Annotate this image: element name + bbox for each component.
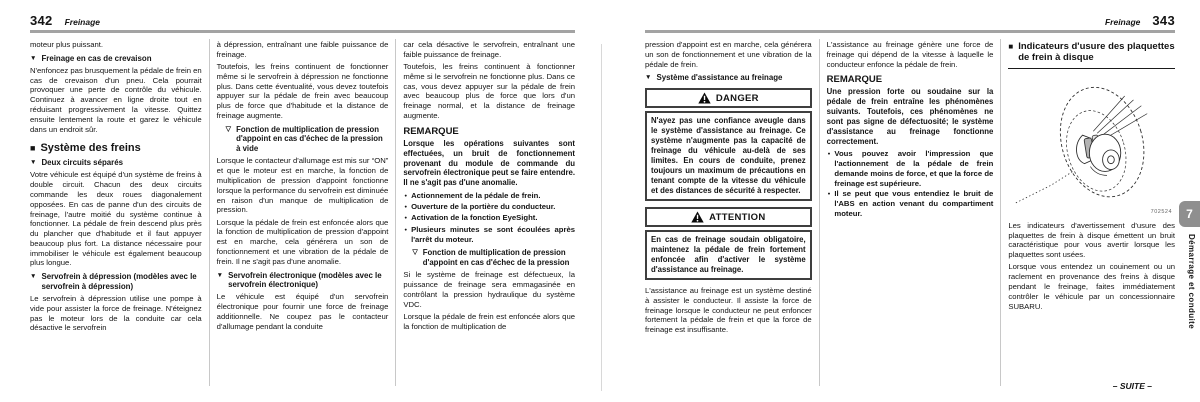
bullet-list [403, 191, 575, 245]
paragraph: à dépression, entraînant une faible puissance de freinage. [216, 40, 389, 59]
columns-left [30, 39, 575, 386]
page-gutter-divider [601, 44, 602, 391]
page-number-left: 342 [30, 13, 53, 28]
subsection-heading [645, 73, 812, 83]
paragraph: Toutefois, les freins continuent de fonctionner même si le servofrein à dépression ne fonctionne plus. Dans cette éventualité, vous devez toutefois appuyer sur la pédale de frein avec beaucoup plus de force que d'habitude et la distance de freinage augmente. [216, 62, 389, 120]
paragraph: Les indicateurs d'avertissement d'usure des plaquettes de frein à disque émettent un bruit caractéristique pour vous avertir lorsque les plaquettes sont usées. [1008, 220, 1175, 260]
note-paragraph: Une pression forte ou soudaine sur la pédale de frein entraîne les phénomènes suivants. Toutefois, ces phénomènes ne sont pas signe de défectuosité; le système d'assistance au freinage fonctionne correctement. [826, 87, 994, 146]
paragraph: L'assistance au freinage génère une force de freinage qui dépend de la vitesse à laquelle le conducteur enfonce la pédale de frein. [826, 40, 994, 69]
warning-triangle-icon [698, 92, 711, 104]
chapter-title-right: Freinage [1104, 17, 1141, 27]
brake-wear-indicator-figure [1008, 72, 1175, 218]
bullet-icon: ● [404, 192, 408, 198]
warning-triangle-icon [691, 211, 704, 223]
page-header-right [645, 13, 1175, 33]
subsection-heading [30, 272, 202, 292]
paragraph: car cela désactive le servofrein, entraînant une faible puissance de freinage. [403, 40, 575, 59]
danger-box-text: N'ayez pas une confiance aveugle dans le système d'assistance au freinage. Ce système n'augmente pas la capacité de freinage du véhicule au-delà de ses limites. En cours de conduite, prenez toujours un maximum de précautions en tenant compte de la vitesse du véhicule et des distances de sécurité à respecter. [645, 111, 812, 201]
danger-box-header [645, 88, 812, 108]
attention-box-text: En cas de freinage soudain obligatoire, maintenez la pédale de frein fortement enfoncée afin d'activer le système d'assistance au freinage. [645, 230, 812, 280]
attention-box-header [645, 207, 812, 227]
section-heading [30, 142, 202, 154]
section-heading-text: Indicateurs d'usure des plaquettes de frein à disque [1018, 41, 1175, 64]
text-column [819, 39, 1001, 386]
paragraph: Lorsque la pédale de frein est enfoncée alors que la fonction de multiplication de [403, 311, 575, 331]
triangle-down-icon: ▼ [30, 159, 37, 167]
paragraph: pression d'appoint est en marche, cela générera un son de fonctionnement et une vibration de la pédale de frein. [645, 40, 812, 69]
subsection-heading [30, 158, 202, 168]
subsection-heading-text: Servofrein à dépression (modèles avec le servofrein à dépression) [41, 272, 197, 292]
list-item-text: Actionnement de la pédale de frein. [411, 190, 541, 200]
paragraph: Si le système de freinage est défectueux, la puissance de freinage sera emmagasinée en contrôlant la pression hydraulique du système VDC. [403, 270, 575, 309]
attention-box-title: ATTENTION [709, 211, 766, 223]
triangle-down-icon: ▼ [30, 273, 37, 281]
bullet-icon: ● [827, 151, 831, 157]
page-header-left [30, 13, 575, 33]
section-square-icon: ■ [1008, 42, 1014, 51]
paragraph: Lorsque le contacteur d'allumage est mis sur “ON” et que le moteur est en marche, la fonction de multiplication de pression d'appoint fonctionne lorsque la performance du servofrein est diminuée en raison d'un manque de multiplication de pression. [216, 156, 389, 215]
list-item-text: Il se peut que vous entendiez le bruit de l'ABS en action venant du compartiment moteur. [834, 189, 994, 218]
subtopic-heading-text: Fonction de multiplication de pression d'appoint en cas d'échec de la pression à vide [236, 124, 383, 154]
subsection-heading [217, 271, 389, 291]
remark-title: REMARQUE [403, 125, 459, 137]
bullet-icon: ● [404, 226, 408, 232]
list-item [403, 202, 575, 212]
paragraph: Votre véhicule est équipé d'un système de freins à double circuit. Chacun des deux circuits commande les deux roues diagonalement opposées. En cas de panne d'un des circuits de freinage, l'autre moitié du système continue à fonctionner. La pédale de frein descend plus près du plancher que d'habitude et il faut appuyer beaucoup plus fort. La distance nécessaire pour immobiliser le véhicule est également beaucoup plus longue. [30, 170, 202, 268]
figure-caption: 702524 [1150, 208, 1173, 215]
attention-box [645, 207, 812, 280]
text-column [645, 39, 819, 386]
list-item [827, 189, 994, 218]
page-number-right: 343 [1152, 13, 1175, 28]
paragraph: L'assistance au freinage est un système destiné à assister le conducteur. Il assiste la force de freinage lorsque le conducteur ne peut enfoncer fortement la pédale de frein et que la force de freinage est insuffisante. [645, 286, 812, 335]
subtopic-heading-text: Fonction de multiplication de pression d'appoint en cas d'échec de la pression [422, 248, 570, 268]
open-triangle-icon: ▽ [412, 249, 418, 257]
bullet-icon: ● [404, 204, 408, 210]
paragraph: Toutefois, les freins continuent à fonctionner même si le servofrein ne fonctionne plus. Dans ce cas, vous devez appuyer sur la pédale de frein avec beaucoup plus de force que lors d'un freinage normal, et la distance de freinage augmente. [403, 62, 575, 120]
list-item [403, 213, 575, 223]
columns-right [645, 39, 1175, 386]
subsection-heading-text: Servofrein électronique (modèles avec le servofrein électronique) [228, 270, 382, 290]
list-item [403, 191, 575, 201]
bullet-icon: ● [827, 191, 831, 197]
subsection-heading-text: Freinage en cas de crevaison [41, 53, 152, 63]
danger-box [645, 88, 812, 201]
section-heading [1008, 41, 1175, 69]
continuation-marker: – SUITE – [1112, 381, 1152, 391]
list-item [827, 149, 994, 188]
triangle-down-icon: ▼ [30, 54, 37, 62]
text-column [1000, 39, 1175, 386]
danger-box-title: DANGER [715, 92, 759, 104]
open-triangle-icon: ▽ [225, 125, 232, 133]
list-item [403, 225, 575, 245]
subsection-heading-text: Deux circuits séparés [41, 158, 124, 168]
list-item-text: Vous pouvez avoir l'impression que l'actionnement de la pédale de frein demande moins de force, et que la force de freinage est supérieure. [834, 149, 994, 188]
section-heading-text: Système des freins [40, 142, 141, 155]
chapter-tab-number: 7 [1179, 201, 1200, 227]
list-item-text: Ouverture de la portière du conducteur. [411, 202, 556, 212]
paragraph: moteur plus puissant. [30, 40, 104, 49]
disc-brake-illustration [1008, 72, 1175, 218]
paragraph: Lorsque la pédale de frein est enfoncée alors que la fonction de multiplication de pression d'appoint est en marche, cela générera un son de fonctionnement et une vibration de la pédale de frein. Il ne s'agit pas d'une anomalie. [216, 217, 389, 266]
text-column [209, 39, 396, 386]
subtopic-heading [412, 248, 575, 267]
paragraph: Le servofrein à dépression utilise une pompe à vide pour assister la force de freinage. N'éteignez pas le moteur lors de la conduite car cela désactive le servofrein [30, 293, 202, 333]
subsection-heading-text: Système d'assistance au freinage [656, 73, 783, 83]
bullet-list [827, 149, 994, 218]
subsection-heading [30, 54, 202, 64]
page-343 [600, 0, 1200, 402]
chapter-title-left: Freinage [64, 17, 101, 27]
bullet-icon: ● [404, 215, 408, 221]
triangle-down-icon: ▼ [216, 271, 224, 279]
list-item-text: Plusieurs minutes se sont écoulées après l'arrêt du moteur. [411, 224, 575, 244]
subtopic-heading [226, 125, 389, 154]
text-column [30, 39, 209, 386]
triangle-down-icon: ▼ [645, 74, 652, 82]
paragraph: Le véhicule est équipé d'un servofrein électronique pour fournir une force de freinage additionnelle. Ne coupez pas le contacteur d'allumage pendant la conduite [216, 292, 389, 331]
chapter-tab-label: Démarrage et conduite [1187, 234, 1196, 330]
paragraph: Lorsque vous entendez un couinement ou un raclement en provenance des freins à disque pendant le freinage, faites immédiatement contrôler le véhicule par un concessionnaire SUBARU. [1008, 262, 1175, 311]
list-item-text: Activation de la fonction EyeSight. [411, 213, 538, 223]
note-paragraph: Lorsque les opérations suivantes sont effectuées, un bruit de fonctionnement provenant du module de commande du servofrein électronique peut se faire entendre. Il ne s'agit pas d'une anomalie. [403, 138, 575, 188]
section-square-icon: ■ [30, 143, 36, 154]
remark-title: REMARQUE [826, 74, 883, 86]
paragraph: N'enfoncez pas brusquement la pédale de frein en cas de crevaison d'un pneu. Cela pourrait provoquer une perte de contrôle du véhicule. Continuez à avancer en ligne droite tout en réduisant progressivement la vitesse. Quittez ensuite lentement la route et garez le véhicule dans un endroit sûr. [30, 65, 202, 134]
text-column [395, 39, 575, 386]
